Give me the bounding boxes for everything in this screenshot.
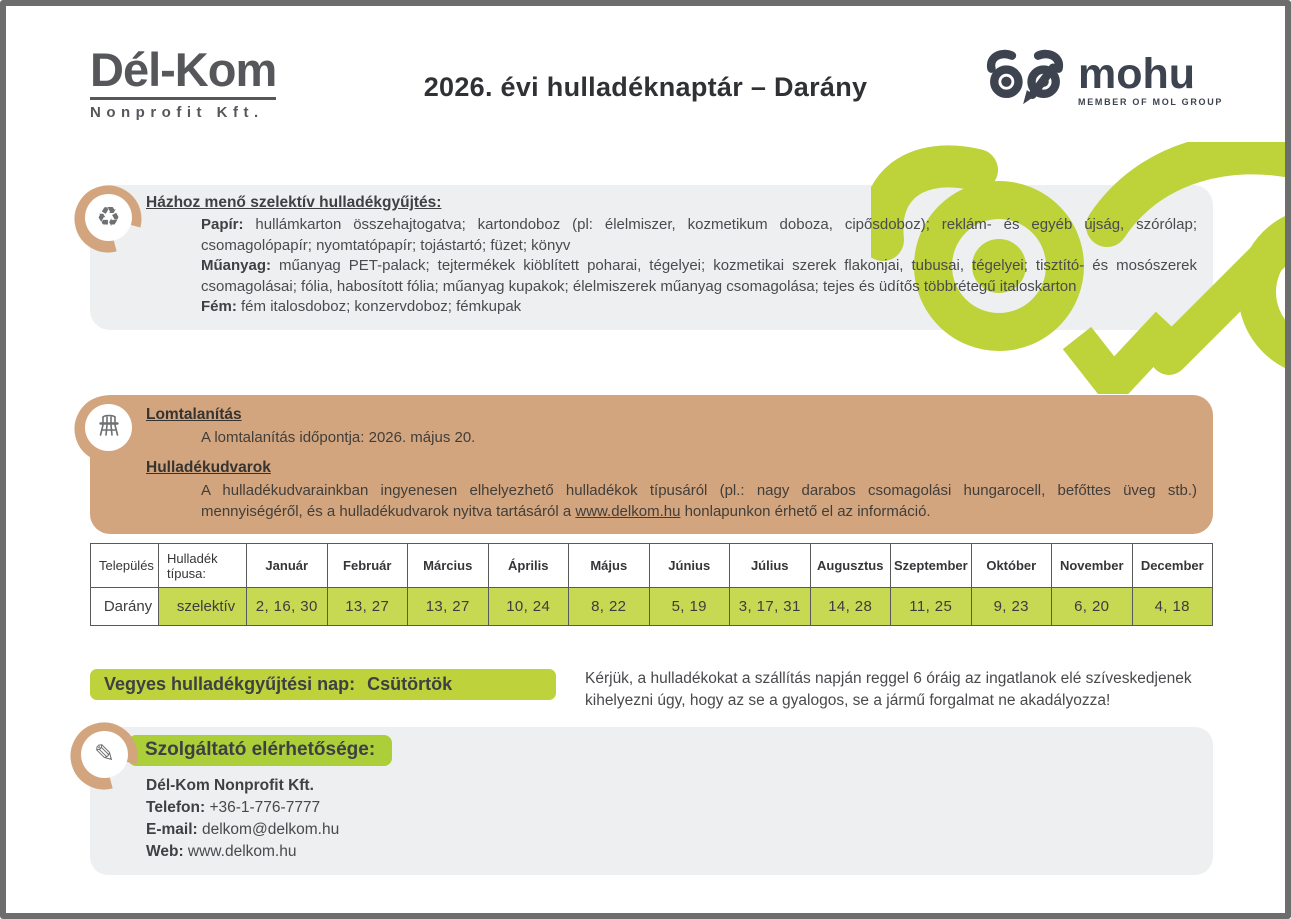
dates-cell: 11, 25 [891,588,972,626]
bulky-date-line: A lomtalanítás időpontja: 2026. május 20. [201,429,476,446]
selective-item-metal: Fém: fém italosdoboz; konzervdoboz; fémkupak [201,298,522,315]
dates-cell: 4, 18 [1132,588,1213,626]
dates-cell: 3, 17, 31 [730,588,811,626]
col-month: Szeptember [891,544,972,588]
dates-cell: 14, 28 [810,588,891,626]
col-month: Március [408,544,489,588]
dates-cell: 2, 16, 30 [247,588,328,626]
dates-cell: 13, 27 [408,588,489,626]
contact-company: Dél-Kom Nonprofit Kft. [146,777,314,794]
selective-collection-section [90,185,1213,330]
mixed-waste-day-value: Csütörtök [367,674,453,694]
dates-cell: 8, 22 [569,588,650,626]
bulky-heading: Lomtalanítás [146,406,242,423]
col-month: Január [247,544,328,588]
settlement-cell: Darány [91,588,159,626]
contact-phone: Telefon: +36-1-776-7777 [146,799,321,816]
delkom-logo-subtitle: Nonprofit Kft. [90,104,264,121]
selective-item-paper: Papír: hullámkarton összehajtogatva; kartondoboz (pl: élelmiszer, kozmetikum doboza, cipősdoboz); reklám- és egyéb újság, szórólap; csomagolópapír; nyomtatópapír; tojástartó; füzet; könyv [201,216,1197,254]
col-month: Október [971,544,1052,588]
col-month: Május [569,544,650,588]
chair-icon [96,412,122,443]
col-month: Július [730,544,811,588]
bulky-badge [72,391,144,463]
mohu-logo [984,48,1223,113]
mohu-logo-tagline: MEMBER OF MOL GROUP [1078,97,1224,108]
dates-cell: 9, 23 [971,588,1052,626]
bulky-waste-section [90,395,1213,534]
recycle-icon: ♻ [96,202,121,232]
dates-cell: 6, 20 [1052,588,1133,626]
contact-heading: Szolgáltató elérhetősége: [128,735,392,766]
selective-badge [72,181,144,253]
collection-calendar-table [90,543,1213,626]
mixed-waste-day-label: Vegyes hulladékgyűjtési nap: [104,674,356,694]
contact-web: Web: www.delkom.hu [146,843,297,860]
col-settlement: Település [91,544,159,588]
contact-email: E-mail: delkom@delkom.hu [146,821,340,838]
calendar-data-row [91,588,1213,626]
col-month: November [1052,544,1133,588]
col-waste-type: Hulladék típusa: [159,544,247,588]
dates-cell: 10, 24 [488,588,569,626]
delkom-logo-name: Dél-Kom [90,46,276,100]
waste-type-cell: szelektív [159,588,247,626]
mohu-owl-icon [984,48,1066,113]
col-month: December [1132,544,1213,588]
mixed-waste-day-bar [90,669,556,700]
col-month: Június [649,544,730,588]
col-month: Augusztus [810,544,891,588]
page-title: 2026. évi hulladéknaptár – Darány [423,72,868,102]
pencil-icon: ✎ [94,740,115,768]
selective-item-plastic: Műanyag: műanyag PET-palack; tejtermékek kiöblített poharai, tégelyei; kozmetikai szerek flakonjai, tubusai, tégelyei; tisztító- és mosószerek csomagolásai; fólia, habosított fólia; műanyag kupakok; élelmiszerek műanyag csomagolása; tejes és üdítős többrétegű italoskarton [201,257,1198,295]
mohu-logo-name: mohu [1078,49,1196,98]
placement-note: Kérjük, a hulladékokat a szállítás napján reggel 6 óráig az ingatlanok elé szíveskedjenek kihelyezni úgy, hogy az se a gyalogos, se a jármű forgalmat ne akadályozza! [585,670,1192,709]
col-month: Február [327,544,408,588]
calendar-header-row [91,544,1213,588]
contact-badge [68,718,140,790]
delkom-website-link[interactable]: www.delkom.hu [575,503,681,520]
selective-heading: Házhoz menő szelektív hulladékgyűjtés: [146,194,442,211]
col-month: Április [488,544,569,588]
provider-contact-section [90,727,1213,875]
dates-cell: 13, 27 [327,588,408,626]
waste-yards-heading: Hulladékudvarok [146,459,271,476]
waste-yards-paragraph: A hulladékudvarainkban ingyenesen elhelyezhető hulladékok típusáról (pl.: nagy darabos csomagolási hungarocell, befőttes üveg stb.) mennyiségéről, és a hulladékudvarok nyitva tartásáról a www.delkom.hu honlapunkon érhető el az információ. [201,482,1197,520]
dates-cell: 5, 19 [649,588,730,626]
